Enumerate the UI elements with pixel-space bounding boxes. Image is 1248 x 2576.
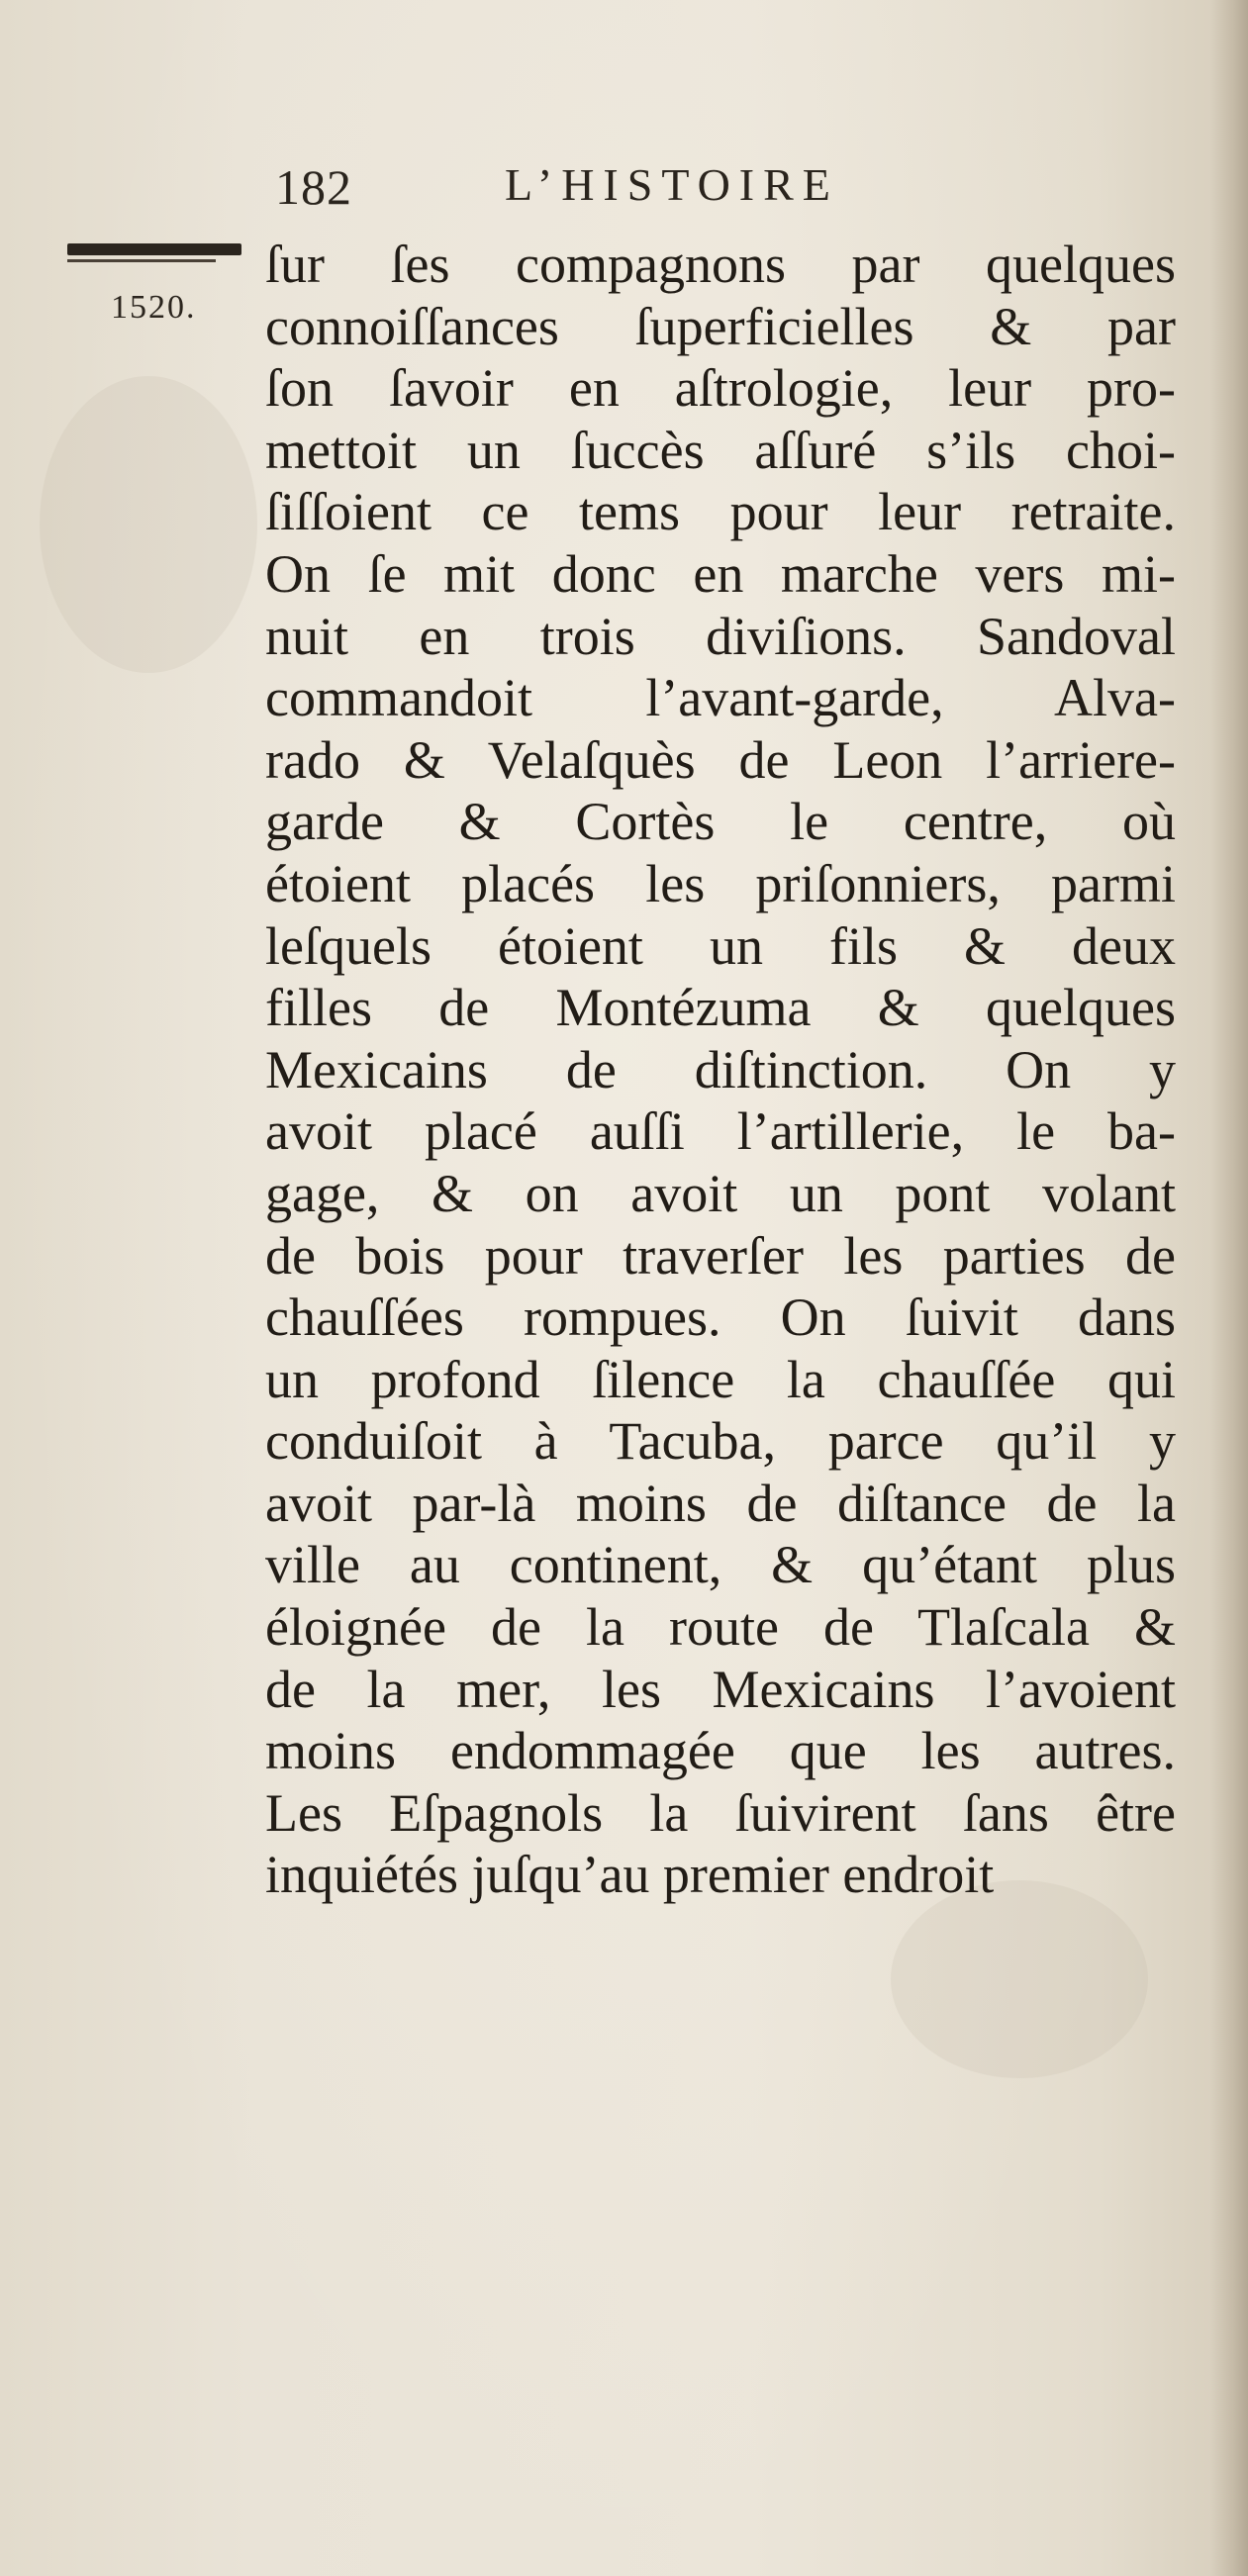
page-number: 182 bbox=[275, 159, 352, 215]
text-line: de bois pour traverſer les parties de bbox=[265, 1225, 1176, 1286]
text-line: filles de Montézuma & quelques bbox=[265, 978, 1176, 1038]
paper-stain bbox=[891, 1880, 1148, 2078]
text-line: garde & Cortès le centre, où bbox=[265, 792, 1176, 852]
margin-rule bbox=[67, 243, 241, 255]
text-line: leſquels étoient un fils & deux bbox=[265, 915, 1176, 976]
text-line: étoient placés les priſonniers, parmi bbox=[265, 853, 1176, 913]
text-line: avoit placé auſſi l’artillerie, le ba- bbox=[265, 1101, 1176, 1162]
page-gutter-shadow bbox=[1210, 0, 1248, 2576]
text-line: mettoit un ſuccès aſſuré s’ils choi- bbox=[265, 420, 1176, 480]
text-line: conduiſoit à Tacuba, parce qu’il y bbox=[265, 1411, 1176, 1472]
text-line: gage, & on avoit un pont volant bbox=[265, 1163, 1176, 1223]
text-line: avoit par-là moins de diſtance de la bbox=[265, 1473, 1176, 1533]
margin-rule-thin bbox=[67, 259, 216, 262]
text-line: ſur ſes compagnons par quelques bbox=[265, 235, 1176, 294]
text-line: inquiétés juſqu’au premier endroit bbox=[265, 1845, 995, 1905]
text-line: rado & Velaſquès de Leon l’arriere- bbox=[265, 729, 1176, 790]
paper-stain bbox=[40, 376, 257, 673]
page-header bbox=[275, 158, 968, 228]
text-line: ſon ſavoir en aſtrologie, leur pro- bbox=[265, 358, 1176, 419]
margin-year: 1520. bbox=[111, 289, 197, 326]
text-line: Mexicains de diſtinction. On y bbox=[265, 1039, 1176, 1099]
running-title: L’HISTOIRE bbox=[505, 159, 839, 210]
text-line: un profond ſilence la chauſſée qui bbox=[265, 1349, 1176, 1409]
text-line: chauſſées rompues. On ſuivit dans bbox=[265, 1288, 1176, 1348]
text-line: ſiſſoient ce tems pour leur retraite. bbox=[265, 482, 1176, 542]
body-text bbox=[265, 234, 1176, 1906]
text-line: éloignée de la route de Tlaſcala & bbox=[265, 1597, 1176, 1658]
text-line: nuit en trois diviſions. Sandoval bbox=[265, 606, 1176, 666]
text-line: moins endommagée que les autres. bbox=[265, 1721, 1176, 1781]
text-line: connoiſſances ſuperficielles & par bbox=[265, 296, 1176, 356]
text-line: commandoit l’avant-garde, Alva- bbox=[265, 668, 1176, 728]
text-line: de la mer, les Mexicains l’avoient bbox=[265, 1659, 1176, 1719]
text-line: Les Eſpagnols la ſuivirent ſans être bbox=[265, 1782, 1176, 1843]
text-line: ville au continent, & qu’étant plus bbox=[265, 1535, 1176, 1595]
text-line: On ſe mit donc en marche vers mi- bbox=[265, 543, 1176, 604]
